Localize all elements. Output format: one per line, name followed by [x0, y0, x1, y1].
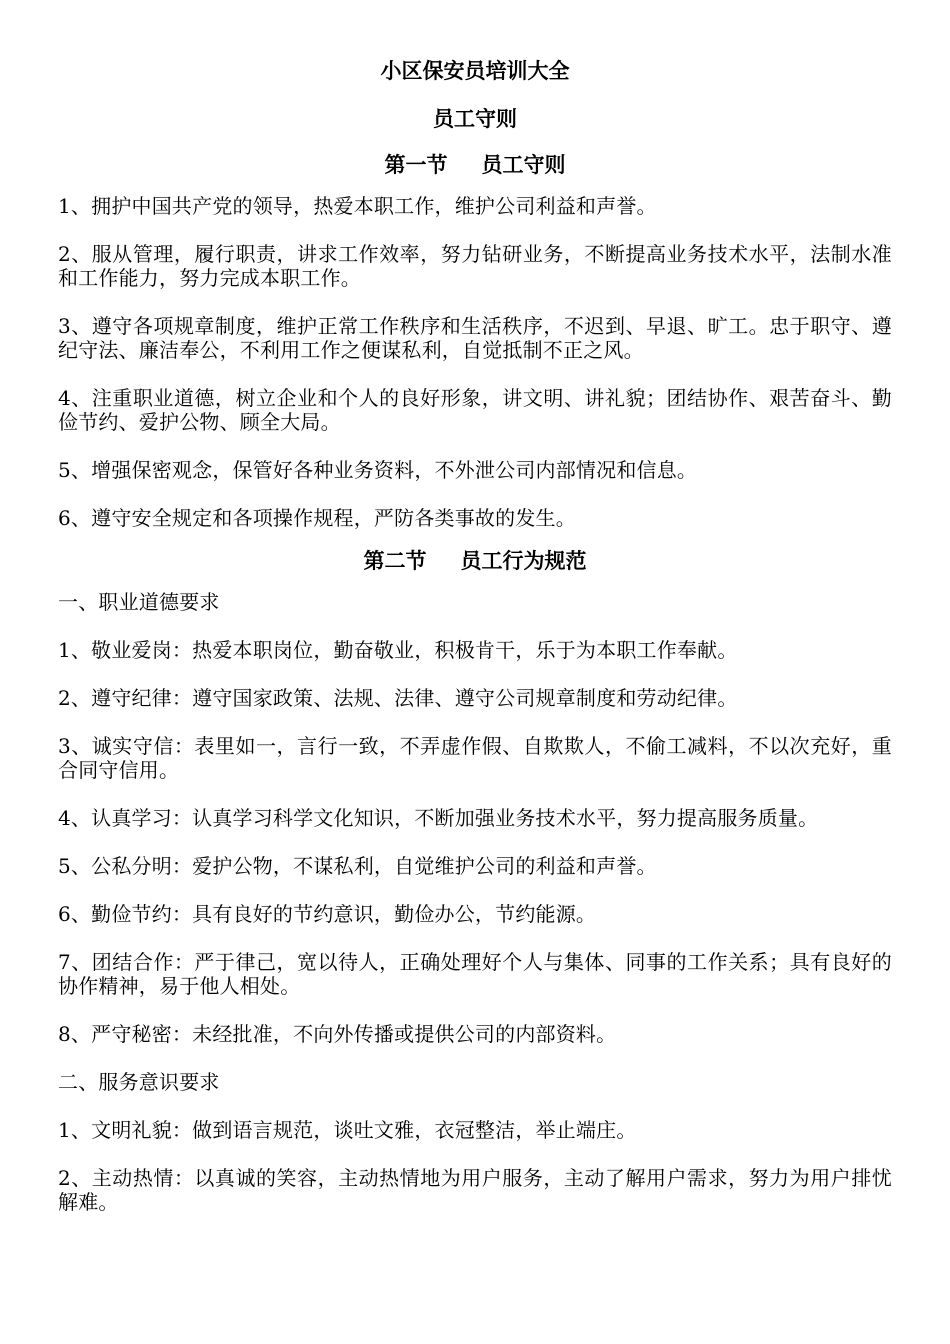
part-2-item: 2、主动热情：以真诚的笑容，主动热情地为用户服务，主动了解用户需求，努力为用户排忧解难。 [58, 1166, 892, 1214]
section-1-item: 6、遵守安全规定和各项操作规程，严防各类事故的发生。 [58, 506, 576, 530]
part-2-item: 1、文明礼貌：做到语言规范，谈吐文雅，衣冠整洁，举止端庄。 [58, 1118, 637, 1142]
document-subtitle: 员工守则 [433, 107, 517, 131]
document-page [58, 48, 892, 1214]
section-1-item: 5、增强保密观念，保管好各种业务资料，不外泄公司内部情况和信息。 [58, 458, 698, 482]
part-1-item: 2、遵守纪律：遵守国家政策、法规、法律、遵守公司规章制度和劳动纪律。 [58, 686, 738, 710]
section-1-item: 3、遵守各项规章制度，维护正常工作秩序和生活秩序，不迟到、早退、旷工。忠于职守、遵纪守法、廉洁奉公，不利用工作之便谋私利，自觉抵制不正之风。 [58, 314, 892, 362]
section-1-item: 4、注重职业道德，树立企业和个人的良好形象，讲文明、讲礼貌；团结协作、艰苦奋斗、勤俭节约、爱护公物、顾全大局。 [58, 386, 892, 434]
part-1-item: 4、认真学习：认真学习科学文化知识，不断加强业务技术水平，努力提高服务质量。 [58, 806, 819, 830]
section-2-heading [58, 546, 892, 576]
document-title: 小区保安员培训大全 [380, 59, 570, 83]
part-2-heading: 二、服务意识要求 [58, 1070, 220, 1094]
section-1-heading [58, 150, 892, 180]
part-1-heading: 一、职业道德要求 [58, 590, 220, 614]
part-1-item: 8、严守秘密：未经批准，不向外传播或提供公司的内部资料。 [58, 1022, 617, 1046]
section-1-item: 2、服从管理，履行职责，讲求工作效率，努力钻研业务，不断提高业务技术水平，法制水准和工作能力，努力完成本职工作。 [58, 242, 892, 290]
section-2-label: 第二节 [363, 549, 427, 573]
section-1-label: 第一节 [384, 153, 448, 177]
part-1-item: 7、团结合作：严于律己，宽以待人，正确处理好个人与集体、同事的工作关系；具有良好的协作精神，易于他人相处。 [58, 950, 892, 998]
section-1-item: 1、拥护中国共产党的领导，热爱本职工作，维护公司利益和声誉。 [58, 194, 657, 218]
section-2-name: 员工行为规范 [460, 549, 587, 573]
part-1-item: 1、敬业爱岗：热爱本职岗位，勤奋敬业，积极肯干，乐于为本职工作奉献。 [58, 638, 738, 662]
part-1-item: 3、诚实守信：表里如一，言行一致，不弄虚作假、自欺欺人，不偷工减料，不以次充好，重合同守信用。 [58, 734, 892, 782]
part-1-item: 5、公私分明：爱护公物，不谋私利，自觉维护公司的利益和声誉。 [58, 854, 657, 878]
part-1-item: 6、勤俭节约：具有良好的节约意识，勤俭办公，节约能源。 [58, 902, 597, 926]
section-1-name: 员工守则 [481, 153, 566, 177]
